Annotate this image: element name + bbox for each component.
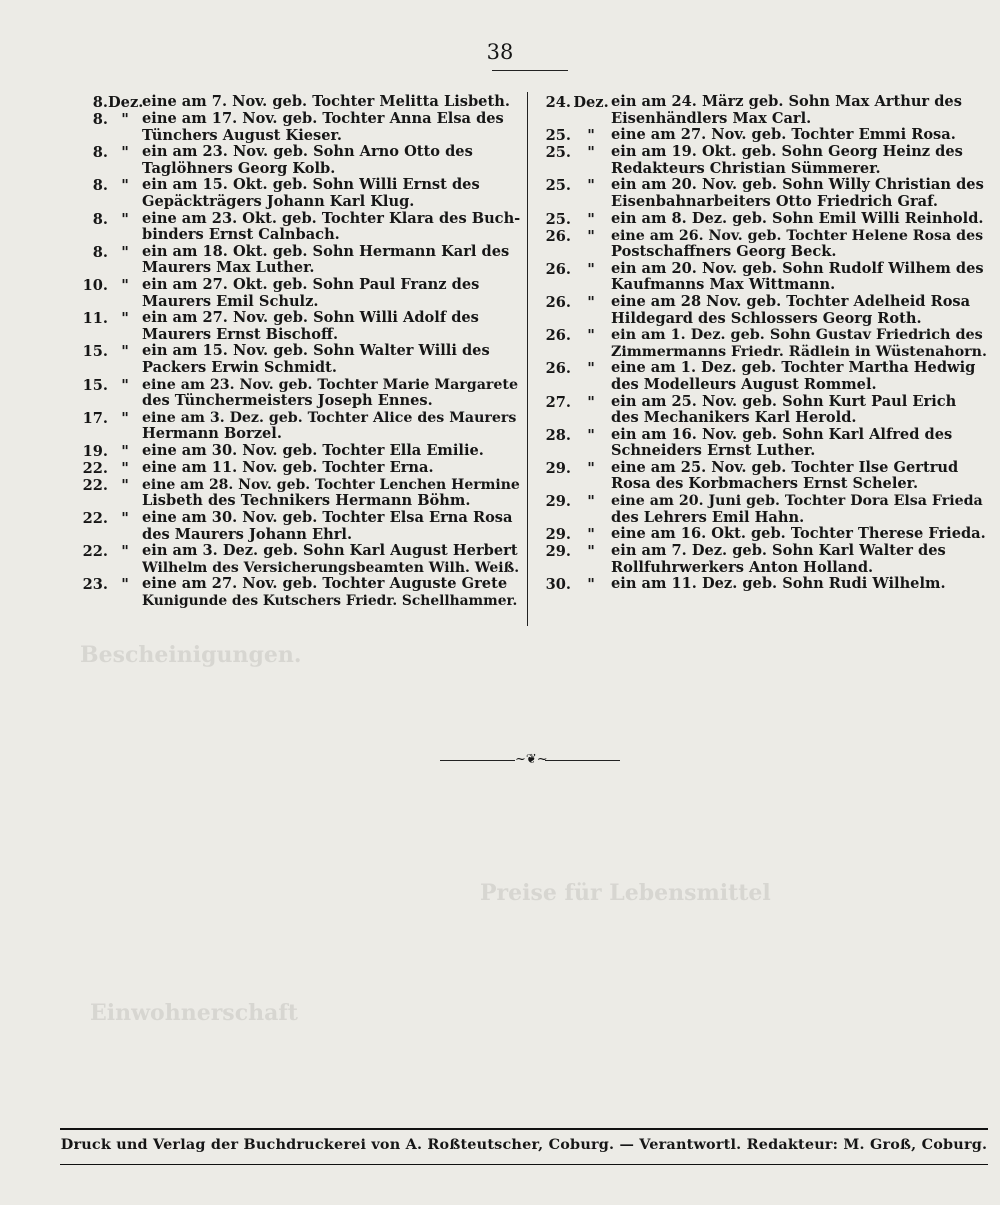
entry-text — [611, 360, 987, 393]
entry-text — [611, 394, 987, 427]
entry-text — [142, 460, 520, 477]
birth-entry — [535, 460, 987, 493]
birth-entry — [74, 477, 520, 510]
entry-line: Hermann Borzel. — [142, 426, 282, 443]
entry-line: eine am 11. Nov. geb. Tochter Erna. — [142, 459, 434, 476]
entry-line: eine am 16. Okt. geb. Tochter Therese Frieda. — [611, 526, 986, 543]
birth-entry — [535, 526, 987, 543]
entry-line: eine am 30. Nov. geb. Tochter Elsa Erna Rosa — [142, 510, 513, 527]
entry-day: 11. — [82, 310, 108, 328]
entry-day: 22. — [82, 510, 108, 528]
entry-line: Lisbeth des Technikers Hermann Böhm. — [142, 493, 471, 510]
bleed-through-heading: Einwohnerschaft — [90, 1000, 298, 1026]
entry-month: " — [587, 260, 595, 278]
entry-month: " — [121, 310, 129, 328]
entry-day: 8. — [92, 177, 108, 195]
entry-line: binders Ernst Calnbach. — [142, 227, 340, 244]
entry-text — [611, 228, 987, 261]
birth-entry — [74, 510, 520, 543]
entry-month: " — [121, 243, 129, 261]
entry-month: " — [587, 293, 595, 311]
birth-entry — [74, 244, 520, 277]
entry-text — [142, 177, 520, 210]
entry-line: ein am 27. Nov. geb. Sohn Willi Adolf des — [142, 310, 479, 327]
entry-text — [142, 244, 520, 277]
bleed-through-heading: Bescheinigungen. — [80, 642, 302, 668]
end-ornament: ~❦~ — [515, 752, 548, 767]
entry-line: Schneiders Ernst Luther. — [611, 443, 816, 460]
birth-entry — [74, 443, 520, 460]
entry-month: " — [121, 576, 129, 594]
birth-entry — [535, 211, 987, 228]
birth-entry — [74, 144, 520, 177]
entry-line: des Maurers Johann Ehrl. — [142, 526, 353, 543]
entry-text — [611, 144, 987, 177]
birth-entry — [74, 177, 520, 210]
entry-text — [611, 526, 987, 543]
entry-text — [611, 177, 987, 210]
entry-month: " — [587, 327, 595, 345]
entry-text — [611, 576, 987, 593]
entry-line: Postschaffners Georg Beck. — [611, 244, 837, 261]
entry-line: Tünchers August Kieser. — [142, 127, 342, 144]
entry-day: 22. — [82, 459, 108, 477]
birth-entry — [535, 360, 987, 393]
entry-text — [611, 493, 987, 526]
birth-entry — [74, 377, 520, 410]
entry-line: ein am 8. Dez. geb. Sohn Emil Willi Reinhold. — [611, 210, 984, 227]
entry-line: des Mechanikers Karl Herold. — [611, 410, 857, 427]
entry-line: ein am 24. März geb. Sohn Max Arthur des — [611, 94, 962, 110]
entry-line: eine am 28. Nov. geb. Tochter Lenchen Hermine — [142, 476, 520, 493]
entry-line: des Tünchermeisters Joseph Ennes. — [142, 393, 433, 410]
entry-line: ein am 20. Nov. geb. Sohn Rudolf Wilhem des — [611, 260, 984, 277]
birth-entry — [535, 294, 987, 327]
entry-month: " — [587, 493, 595, 511]
entry-line: Gepäckträgers Johann Karl Klug. — [142, 193, 415, 210]
entry-text — [142, 576, 520, 609]
birth-entry — [535, 543, 987, 576]
entry-day: 8. — [92, 111, 108, 128]
entry-month: " — [121, 276, 129, 294]
entry-text — [611, 294, 987, 327]
entry-month: " — [121, 459, 129, 477]
entry-text — [611, 543, 987, 576]
birth-entry — [74, 111, 520, 144]
entry-month: " — [587, 426, 595, 444]
column-divider — [527, 92, 528, 626]
entry-day: 27. — [545, 393, 571, 411]
entry-line: Zimmermanns Friedr. Rädlein in Wüstenahorn. — [611, 343, 987, 360]
entry-text — [611, 211, 987, 228]
entry-line: eine am 27. Nov. geb. Tochter Emmi Rosa. — [611, 127, 956, 144]
entry-day: 25. — [545, 210, 571, 228]
entry-line: Wilhelm des Versicherungsbeamten Wilh. Weiß. — [142, 559, 520, 576]
entry-month: " — [587, 360, 595, 378]
entry-text — [611, 261, 987, 294]
entry-month: " — [121, 111, 129, 128]
entry-month: " — [121, 210, 129, 228]
entry-day: 22. — [82, 543, 108, 561]
entry-month: " — [587, 393, 595, 411]
entry-day: 26. — [545, 327, 571, 345]
footer-rule-bottom — [60, 1164, 988, 1165]
entry-month: " — [587, 227, 595, 245]
entry-line: Eisenbahnarbeiters Otto Friedrich Graf. — [611, 193, 938, 210]
entry-text — [142, 477, 520, 510]
birth-entry — [535, 94, 987, 127]
entry-text — [142, 310, 520, 343]
entry-day: 15. — [82, 343, 108, 361]
entry-text — [142, 211, 520, 244]
entry-day: 29. — [545, 493, 571, 511]
left-column — [74, 94, 520, 610]
entry-month: " — [121, 177, 129, 195]
entry-day: 26. — [545, 360, 571, 378]
entry-day: 25. — [545, 177, 571, 195]
entry-line: Kaufmanns Max Wittmann. — [611, 277, 836, 294]
entry-line: Maurers Emil Schulz. — [142, 293, 319, 310]
entry-line: des Lehrers Emil Hahn. — [611, 509, 805, 526]
entry-month: " — [587, 127, 595, 145]
entry-line: Packers Erwin Schmidt. — [142, 359, 337, 376]
entry-month: " — [587, 210, 595, 228]
entry-month: " — [121, 476, 129, 494]
entry-text — [611, 427, 987, 460]
entry-line: eine am 28 Nov. geb. Tochter Adelheid Rosa — [611, 293, 971, 310]
entry-line: eine am 17. Nov. geb. Tochter Anna Elsa des — [142, 111, 504, 127]
entry-day: 15. — [82, 376, 108, 394]
entry-day: 30. — [545, 576, 571, 594]
entry-text — [142, 510, 520, 543]
imprint-footer: Druck und Verlag der Buchdruckerei von A. Roßteutscher, Coburg. — Verantwortl. Redakteur: M. Groß, Coburg. — [60, 1136, 988, 1153]
entry-line: ein am 20. Nov. geb. Sohn Willy Christian des — [611, 177, 984, 194]
entry-line: Rollfuhrwerkers Anton Holland. — [611, 559, 874, 576]
entry-day: 26. — [545, 293, 571, 311]
entry-day: 10. — [82, 276, 108, 294]
entry-line: eine am 1. Dez. geb. Tochter Martha Hedwig — [611, 360, 976, 377]
entry-month: Dez. — [573, 94, 609, 111]
entry-line: Kunigunde des Kutschers Friedr. Schellhammer. — [142, 593, 518, 610]
entry-line: ein am 27. Okt. geb. Sohn Paul Franz des — [142, 276, 480, 293]
birth-entry — [74, 277, 520, 310]
entry-line: ein am 23. Nov. geb. Sohn Arno Otto des — [142, 144, 473, 161]
birth-entry — [74, 410, 520, 443]
birth-entry — [74, 543, 520, 576]
entry-line: ein am 18. Okt. geb. Sohn Hermann Karl des — [142, 243, 510, 260]
entry-month: Dez. — [108, 94, 144, 111]
entry-line: Maurers Max Luther. — [142, 260, 315, 277]
birth-entry — [535, 144, 987, 177]
entry-text — [611, 327, 987, 360]
entry-line: ein am 15. Okt. geb. Sohn Willi Ernst des — [142, 177, 480, 194]
entry-day: 29. — [545, 459, 571, 477]
birth-entry — [535, 327, 987, 360]
birth-entry — [74, 576, 520, 609]
entry-month: " — [587, 526, 595, 544]
entry-month: " — [121, 376, 129, 394]
birth-entry — [535, 261, 987, 294]
entry-line: Rosa des Korbmachers Ernst Scheler. — [611, 476, 919, 493]
footer-rule-top — [60, 1128, 988, 1130]
entry-text — [142, 543, 520, 576]
entry-text — [142, 377, 520, 410]
entry-line: ein am 3. Dez. geb. Sohn Karl August Herbert — [142, 543, 518, 560]
entry-text — [142, 144, 520, 177]
entry-text — [142, 343, 520, 376]
birth-entry — [74, 94, 520, 111]
entry-line: eine am 3. Dez. geb. Tochter Alice des Maurers — [142, 409, 517, 426]
entry-month: " — [587, 459, 595, 477]
entry-day: 26. — [545, 260, 571, 278]
entry-day: 8. — [92, 144, 108, 162]
entry-line: eine am 23. Nov. geb. Tochter Marie Margarete — [142, 376, 518, 393]
birth-entry — [535, 576, 987, 593]
bleed-through-heading: Preise für Lebensmittel — [480, 880, 771, 906]
entry-month: " — [121, 543, 129, 561]
entry-line: ein am 11. Dez. geb. Sohn Rudi Wilhelm. — [611, 576, 946, 593]
entry-month: " — [587, 576, 595, 594]
entry-line: ein am 16. Nov. geb. Sohn Karl Alfred des — [611, 426, 953, 443]
entry-day: 8. — [92, 243, 108, 261]
entry-month: " — [121, 409, 129, 427]
entry-day: 29. — [545, 526, 571, 544]
entry-text — [142, 94, 520, 111]
entry-line: Taglöhners Georg Kolb. — [142, 160, 336, 177]
birth-entry — [535, 493, 987, 526]
entry-month: " — [587, 177, 595, 195]
entry-text — [142, 277, 520, 310]
right-column — [535, 94, 987, 593]
entry-text — [611, 127, 987, 144]
entry-day: 8. — [92, 210, 108, 228]
entry-line: Maurers Ernst Bischoff. — [142, 326, 339, 343]
birth-entry — [535, 427, 987, 460]
entry-line: ein am 1. Dez. geb. Sohn Gustav Friedrich des — [611, 327, 983, 344]
birth-entry — [74, 460, 520, 477]
birth-entry — [74, 310, 520, 343]
entry-day: 24. — [545, 94, 571, 111]
entry-line: eine am 7. Nov. geb. Tochter Melitta Lisbeth. — [142, 94, 510, 110]
page-number: 38 — [486, 40, 514, 64]
entry-month: " — [587, 144, 595, 162]
entry-text — [611, 94, 987, 127]
entry-month: " — [121, 343, 129, 361]
page-number-rule — [492, 70, 568, 71]
birth-entry — [74, 211, 520, 244]
birth-entry — [535, 228, 987, 261]
entry-day: 17. — [82, 409, 108, 427]
entry-month: " — [121, 144, 129, 162]
entry-month: " — [121, 442, 129, 460]
entry-line: ein am 7. Dez. geb. Sohn Karl Walter des — [611, 543, 946, 560]
entry-month: " — [121, 510, 129, 528]
birth-entry — [535, 127, 987, 144]
entry-line: eine am 27. Nov. geb. Tochter Auguste Grete — [142, 576, 508, 593]
entry-line: eine am 30. Nov. geb. Tochter Ella Emilie. — [142, 442, 484, 459]
entry-day: 19. — [82, 442, 108, 460]
entry-line: ein am 15. Nov. geb. Sohn Walter Willi des — [142, 343, 490, 360]
entry-day: 28. — [545, 426, 571, 444]
entry-line: eine am 23. Okt. geb. Tochter Klara des Buch- — [142, 210, 520, 227]
birth-entry — [535, 177, 987, 210]
entry-text — [142, 443, 520, 460]
entry-line: Hildegard des Schlossers Georg Roth. — [611, 310, 922, 327]
entry-line: Eisenhändlers Max Carl. — [611, 110, 812, 127]
entry-text — [142, 410, 520, 443]
entry-day: 26. — [545, 227, 571, 245]
entry-month: " — [587, 543, 595, 561]
entry-text — [142, 111, 520, 144]
entry-day: 23. — [82, 576, 108, 594]
entry-line: des Modelleurs August Rommel. — [611, 376, 877, 393]
entry-day: 25. — [545, 144, 571, 162]
entry-line: eine am 20. Juni geb. Tochter Dora Elsa Frieda — [611, 493, 983, 510]
entry-line: ein am 25. Nov. geb. Sohn Kurt Paul Erich — [611, 393, 957, 410]
birth-entry — [535, 394, 987, 427]
birth-entry — [74, 343, 520, 376]
entry-text — [611, 460, 987, 493]
entry-day: 8. — [92, 94, 108, 111]
entry-line: ein am 19. Okt. geb. Sohn Georg Heinz des — [611, 144, 963, 161]
entry-day: 25. — [545, 127, 571, 145]
entry-day: 22. — [82, 476, 108, 494]
entry-line: eine am 26. Nov. geb. Tochter Helene Rosa des — [611, 227, 984, 244]
entry-day: 29. — [545, 543, 571, 561]
entry-line: eine am 25. Nov. geb. Tochter Ilse Gertrud — [611, 459, 959, 476]
entry-line: Redakteurs Christian Sümmerer. — [611, 160, 881, 177]
